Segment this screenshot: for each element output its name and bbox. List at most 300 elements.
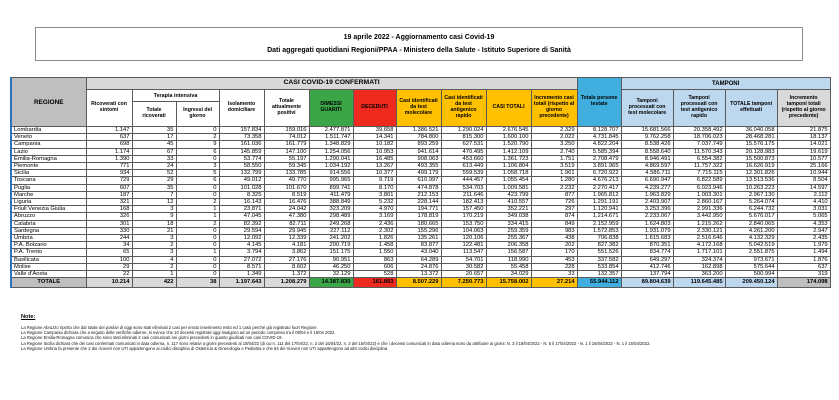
region-name: Lazio <box>11 148 86 155</box>
value-cell: 1.214.671 <box>577 213 621 220</box>
value-cell: 771 <box>86 163 132 170</box>
value-cell: 834.774 <box>621 249 673 256</box>
value-cell: 6 <box>176 148 219 155</box>
value-cell: 211.646 <box>441 191 486 198</box>
table-row <box>11 155 830 162</box>
value-cell: 4.869.597 <box>621 163 673 170</box>
table-row <box>11 227 830 234</box>
value-cell: 319 <box>777 271 830 278</box>
value-cell: 4.145 <box>219 242 264 249</box>
value-cell: 637 <box>777 263 830 270</box>
value-cell: 82.392 <box>219 220 264 227</box>
value-cell: 151.175 <box>309 249 353 256</box>
header-tamponi-molecolare: Tamponi processati con test molecolare <box>621 90 673 127</box>
value-cell: 1.511.747 <box>309 134 353 141</box>
value-cell: 104.063 <box>441 227 486 234</box>
value-cell: 14.597 <box>777 184 830 191</box>
value-cell: 161.779 <box>264 141 309 148</box>
header-isolamento: Isolamento domiciliare <box>219 90 264 127</box>
value-cell: 58.550 <box>219 163 264 170</box>
value-cell: 38 <box>176 278 219 288</box>
value-cell: 90.951 <box>309 256 353 263</box>
value-cell: 474.878 <box>396 184 441 191</box>
value-cell: 113.547 <box>441 249 486 256</box>
value-cell: 4.172.168 <box>673 242 725 249</box>
table-row <box>11 213 830 220</box>
value-cell: 606 <box>353 263 396 270</box>
header-casi-totali: CASI TOTALI <box>486 90 531 127</box>
value-cell: 6 <box>176 177 219 184</box>
value-cell: 33 <box>531 271 577 278</box>
value-cell: 65 <box>86 249 132 256</box>
value-cell: 2.991.336 <box>673 206 725 213</box>
value-cell: 941.614 <box>396 148 441 155</box>
value-cell: 5.264.074 <box>725 199 777 206</box>
table-row <box>11 242 830 249</box>
value-cell: 14.387.830 <box>309 278 353 288</box>
value-cell: 8.946.491 <box>621 155 673 162</box>
region-name: Emilia-Romagna <box>11 155 86 162</box>
value-cell: 1.412.109 <box>486 148 531 155</box>
value-cell: 2 <box>176 199 219 206</box>
value-cell: 1.600.100 <box>486 134 531 141</box>
value-cell: 4.239.277 <box>621 184 673 191</box>
value-cell: 53.774 <box>219 155 264 162</box>
value-cell: 20.358.492 <box>673 127 725 134</box>
value-cell: 24.876 <box>396 263 441 270</box>
value-cell: 8.504 <box>777 177 830 184</box>
value-cell: 1 <box>176 206 219 213</box>
value-cell: 0 <box>176 242 219 249</box>
value-cell: 1.034.192 <box>309 163 353 170</box>
value-cell: 1.550 <box>353 249 396 256</box>
report-title: 19 aprile 2022 - Aggiornamento casi Covid-19 <box>343 34 495 41</box>
value-cell: 100 <box>86 256 132 263</box>
value-cell: 27.214 <box>531 278 577 288</box>
note-line-abruzzo: La Regione Abruzzo riporta che dal totale dei positivi di oggi sono stati eliminati 2 casi per errato inserimento esito ed 1 caso perché già registrato fuori Regione. <box>21 325 318 330</box>
value-cell: 973.671 <box>725 256 777 263</box>
value-cell: 180.665 <box>396 220 441 227</box>
value-cell: 3.801 <box>353 191 396 198</box>
value-cell: 1.876 <box>777 256 830 263</box>
value-cell: 3.031 <box>777 206 830 213</box>
header-regione: REGIONE <box>11 78 86 127</box>
value-cell: 49.770 <box>264 177 309 184</box>
value-cell: 559.539 <box>441 170 486 177</box>
region-name: Molise <box>11 263 86 270</box>
value-cell: 863 <box>353 256 396 263</box>
value-cell: 27.072 <box>219 256 264 263</box>
value-cell: 298.489 <box>309 213 353 220</box>
value-cell: 74.012 <box>264 134 309 141</box>
table-row <box>11 206 830 213</box>
value-cell: 22 <box>86 271 132 278</box>
value-cell: 1.963.829 <box>621 191 673 198</box>
region-name: Liguria <box>11 199 86 206</box>
region-name: Campania <box>11 141 86 148</box>
value-cell: 412.746 <box>621 263 673 270</box>
header-dimessi-guariti: DIMESSI GUARITI <box>309 90 353 127</box>
table-row <box>11 177 830 184</box>
value-cell: 35 <box>132 184 176 191</box>
value-cell: 1.458 <box>353 242 396 249</box>
value-cell: 500.994 <box>725 271 777 278</box>
value-cell: 1.624.803 <box>621 220 673 227</box>
note-line-emilia-romagna: La Regione Emilia-Romagna comunica che sono stati eliminati 2 casi comunicati nei giorni precedenti in quanto giudicati non casi COVID-19. <box>21 335 283 341</box>
header-casi-molecolare: Casi identificati da test molecolare <box>396 90 441 127</box>
value-cell: 2.676.545 <box>486 127 531 134</box>
region-name: Basilicata <box>11 256 86 263</box>
value-cell: 16.143 <box>219 199 264 206</box>
value-cell: 24 <box>132 163 176 170</box>
value-cell: 1.931.079 <box>621 227 673 234</box>
value-cell: 7.250.773 <box>441 278 486 288</box>
value-cell: 7.037.749 <box>673 141 725 148</box>
value-cell: 575.644 <box>725 263 777 270</box>
value-cell: 19.619 <box>777 148 830 155</box>
value-cell: 47.380 <box>264 213 309 220</box>
value-cell: 1.615.683 <box>621 235 673 242</box>
value-cell: 12 <box>132 199 176 206</box>
value-cell: 55.944.112 <box>577 278 621 288</box>
value-cell: 3 <box>132 206 176 213</box>
value-cell: 137.794 <box>621 271 673 278</box>
value-cell: 206.358 <box>486 242 531 249</box>
value-cell: 2.551.875 <box>725 249 777 256</box>
value-cell: 228.144 <box>396 199 441 206</box>
value-cell: 1.961 <box>531 170 577 177</box>
value-cell: 893.259 <box>396 141 441 148</box>
value-cell: 5 <box>176 170 219 177</box>
value-cell: 297 <box>531 206 577 213</box>
value-cell: 16.476 <box>264 199 309 206</box>
value-cell: 423.799 <box>486 191 531 198</box>
value-cell: 493.355 <box>396 163 441 170</box>
value-cell: 874 <box>531 213 577 220</box>
value-cell: 170 <box>531 249 577 256</box>
value-cell: 8.170 <box>353 184 396 191</box>
value-cell: 1 <box>176 213 219 220</box>
table-row <box>11 141 830 148</box>
value-cell: 10.577 <box>777 155 830 162</box>
value-cell: 10.214 <box>86 278 132 288</box>
value-cell: 2.840.065 <box>725 220 777 227</box>
total-row <box>11 278 830 288</box>
value-cell: 9 <box>176 141 219 148</box>
value-cell: 12.092 <box>219 235 264 242</box>
value-cell: 0 <box>176 235 219 242</box>
value-cell: 82.711 <box>264 220 309 227</box>
value-cell: 157.834 <box>219 127 264 134</box>
value-cell: 161.893 <box>353 278 396 288</box>
value-cell: 33 <box>132 155 176 162</box>
value-cell: 6.244.732 <box>725 206 777 213</box>
value-cell: 1.106.804 <box>486 163 531 170</box>
value-cell: 4.181 <box>264 242 309 249</box>
value-cell: 4.353 <box>777 220 830 227</box>
table-row <box>11 235 830 242</box>
value-cell: 27.176 <box>264 256 309 263</box>
value-cell: 20.657 <box>441 271 486 278</box>
value-cell: 1.520.790 <box>486 141 531 148</box>
value-cell: 438 <box>531 235 577 242</box>
value-cell: 21.875 <box>777 127 830 134</box>
value-cell: 934 <box>86 170 132 177</box>
value-cell: 2 <box>132 263 176 270</box>
header-persone-testate: Totale persone testate <box>577 78 621 127</box>
value-cell: 301 <box>86 220 132 227</box>
value-cell: 8.507.229 <box>396 278 441 288</box>
value-cell: 145.859 <box>219 148 264 155</box>
value-cell: 2.860.167 <box>673 199 725 206</box>
value-cell: 1.215.262 <box>673 220 725 227</box>
value-cell: 157.450 <box>441 206 486 213</box>
value-cell: 15.576.175 <box>725 141 777 148</box>
region-name: Piemonte <box>11 163 86 170</box>
header-positivi: Totale attualmente positivi <box>264 90 309 127</box>
value-cell: 12.301.826 <box>725 170 777 177</box>
value-cell: 1.372 <box>264 271 309 278</box>
value-cell: 28.468.281 <box>725 134 777 141</box>
region-name: Toscana <box>11 177 86 184</box>
value-cell: 1.009.581 <box>486 184 531 191</box>
notes-label: Note: <box>21 314 36 320</box>
value-cell: 729 <box>86 177 132 184</box>
value-cell: 1.386.521 <box>396 127 441 134</box>
value-cell: 877 <box>531 191 577 198</box>
value-cell: 995.965 <box>309 177 353 184</box>
table-row <box>11 184 830 191</box>
value-cell: 132.799 <box>219 170 264 177</box>
value-cell: 29 <box>86 263 132 270</box>
value-cell: 2.947 <box>777 227 830 234</box>
value-cell: 6.822.589 <box>673 177 725 184</box>
value-cell: 4 <box>132 256 176 263</box>
value-cell: 6.720.922 <box>577 170 621 177</box>
value-cell: 178.819 <box>396 213 441 220</box>
table-row <box>11 220 830 227</box>
value-cell: 2.270.417 <box>577 184 621 191</box>
value-cell: 10.377 <box>353 170 396 177</box>
value-cell: 8.519 <box>264 191 309 198</box>
value-cell: 49.012 <box>219 177 264 184</box>
band-tamponi: TAMPONI <box>621 78 830 90</box>
value-cell: 212.153 <box>396 191 441 198</box>
value-cell: 815.300 <box>441 134 486 141</box>
value-cell: 726 <box>531 199 577 206</box>
value-cell: 18.137 <box>777 134 830 141</box>
value-cell: 4.676.213 <box>577 177 621 184</box>
value-cell: 8.602 <box>264 263 309 270</box>
value-cell: 24.042 <box>264 206 309 213</box>
value-cell: 55.197 <box>264 155 309 162</box>
value-cell: 9.719 <box>353 177 396 184</box>
header-tamponi-totale: TOTALE tamponi effettuati <box>725 90 777 127</box>
value-cell: 2.330.121 <box>673 227 725 234</box>
value-cell: 10.944 <box>777 170 830 177</box>
value-cell: 2.152.959 <box>577 220 621 227</box>
value-cell: 1.717.101 <box>673 249 725 256</box>
value-cell: 706.838 <box>577 235 621 242</box>
value-cell: 914.556 <box>309 170 353 177</box>
value-cell: 637 <box>86 134 132 141</box>
value-cell: 870.351 <box>621 242 673 249</box>
value-cell: 73.358 <box>219 134 264 141</box>
value-cell: 1.979 <box>777 242 830 249</box>
value-cell: 908.063 <box>396 155 441 162</box>
value-cell: 1.349 <box>219 271 264 278</box>
value-cell: 10.263.223 <box>725 184 777 191</box>
band-casi-confermati: CASI COVID-19 CONFERMATI <box>86 78 577 90</box>
value-cell: 162.898 <box>673 263 725 270</box>
value-cell: 2.302 <box>353 227 396 234</box>
value-cell: 45 <box>132 141 176 148</box>
value-cell: 1.120.941 <box>577 206 621 213</box>
value-cell: 4.410 <box>777 199 830 206</box>
table-row <box>11 263 830 270</box>
table-row <box>11 199 830 206</box>
value-cell: 1 <box>176 249 219 256</box>
value-cell: 3.891.965 <box>577 163 621 170</box>
table-body <box>11 127 830 288</box>
value-cell: 10.182 <box>353 141 396 148</box>
value-cell: 4.822.204 <box>577 141 621 148</box>
value-cell: 2.436 <box>353 220 396 227</box>
value-cell: 2 <box>176 134 219 141</box>
value-cell: 17 <box>132 134 176 141</box>
value-cell: 7 <box>132 191 176 198</box>
value-cell: 30.582 <box>441 263 486 270</box>
value-cell: 363.200 <box>673 271 725 278</box>
value-cell: 3 <box>132 235 176 242</box>
value-cell: 1.058.718 <box>486 170 531 177</box>
table-row <box>11 148 830 155</box>
region-name: TOTALE <box>11 278 86 288</box>
value-cell: 2.516.646 <box>673 235 725 242</box>
value-cell: 3.253.396 <box>621 206 673 213</box>
value-cell: 59.345 <box>264 163 309 170</box>
value-cell: 255.367 <box>486 235 531 242</box>
value-cell: 55.458 <box>486 263 531 270</box>
value-cell: 11.570.343 <box>673 148 725 155</box>
value-cell: 3.169 <box>353 213 396 220</box>
value-cell: 6.023.946 <box>673 184 725 191</box>
value-cell: 0 <box>176 191 219 198</box>
value-cell: 8.558.640 <box>621 148 673 155</box>
value-cell: 323.209 <box>309 206 353 213</box>
value-cell: 453 <box>531 256 577 263</box>
value-cell: 2 <box>176 220 219 227</box>
value-cell: 20.128.983 <box>725 148 777 155</box>
value-cell: 5.042.519 <box>725 242 777 249</box>
value-cell: 551.526 <box>577 249 621 256</box>
value-cell: 321 <box>86 199 132 206</box>
value-cell: 46.250 <box>309 263 353 270</box>
note-line-campania: La Regione Campania dichiara che a seguito delle verifiche odierne, si evince che 10 decessi registrati oggi risalgono ad un periodo compreso tra il 09/04 e il 16/04 2022. <box>21 330 336 336</box>
region-name: P.A. Bolzano <box>11 242 86 249</box>
value-cell: 182.413 <box>441 199 486 206</box>
region-name: Umbria <box>11 235 86 242</box>
value-cell: 849 <box>531 220 577 227</box>
value-cell: 1.280 <box>531 177 577 184</box>
value-cell: 470.495 <box>441 148 486 155</box>
table-row <box>11 163 830 170</box>
value-cell: 1.174 <box>86 148 132 155</box>
region-name: Veneto <box>11 134 86 141</box>
note-line-umbria: La Regione Umbria fa presente che 2 dei ricoveri non UTI appartengono ai codici disciplina di Ostetricia & Ginecologia e Pediatria e che 64 dei ricoveri non UTI appartengono ad altri codici disciplina. <box>21 345 389 351</box>
region-name: Puglia <box>11 184 86 191</box>
value-cell: 241.202 <box>309 235 353 242</box>
report-subtitle: Dati aggregati quotidiani Regioni/PPAA - Ministero della Salute - Istituto Superiore di Sanità <box>267 47 571 54</box>
value-cell: 349.038 <box>486 213 531 220</box>
header-incremento-casi: Incremento casi totali (rispetto al giorno precedente) <box>531 90 577 127</box>
value-cell: 18 <box>132 220 176 227</box>
value-cell: 2.708.479 <box>577 155 621 162</box>
value-cell: 607 <box>86 184 132 191</box>
value-cell: 3.862 <box>264 249 309 256</box>
value-cell: 34 <box>86 242 132 249</box>
value-cell: 411.479 <box>309 191 353 198</box>
value-cell: 6.554.382 <box>673 155 725 162</box>
value-cell: 194.771 <box>396 206 441 213</box>
region-name: Lombardia <box>11 127 86 134</box>
value-cell: 161.036 <box>219 141 264 148</box>
value-cell: 5.676.017 <box>725 213 777 220</box>
value-cell: 168 <box>86 206 132 213</box>
table-row <box>11 134 830 141</box>
value-cell: 6.690.947 <box>621 177 673 184</box>
value-cell: 8.128.707 <box>577 127 621 134</box>
header-deceduti: DECEDUTI <box>353 90 396 127</box>
value-cell: 1.390 <box>86 155 132 162</box>
value-cell: 54.701 <box>441 256 486 263</box>
table-row <box>11 249 830 256</box>
value-cell: 3 <box>176 163 219 170</box>
value-cell: 3.250 <box>531 141 577 148</box>
value-cell: 827.382 <box>577 242 621 249</box>
note-line-sicilia: La Regione Sicilia dichiara che dei casi confermati comunicati in data odierna, n. 117 sono relativi a giorni precedenti al 18/04/22 (di cui n. 111 del 17/04/22, n. 2 del 16/04/22, n. 2 del 15/04/22) e che i decessi comunicati in data odierna sono da attribuire ai giorni: N. 3 il 18/04/2022 - N. 5 il 17/04/2022 - N. 1 il 16/04/2022 - N. 1 il 15/04/2022. <box>21 340 651 346</box>
value-cell: 12.339 <box>264 235 309 242</box>
table-row <box>11 170 830 177</box>
value-cell: 83.877 <box>396 242 441 249</box>
value-cell: 499.179 <box>396 170 441 177</box>
value-cell: 7.715.115 <box>673 170 725 177</box>
value-cell: 13.513.536 <box>725 177 777 184</box>
value-cell: 15.681.566 <box>621 127 673 134</box>
value-cell: 2.477.871 <box>309 127 353 134</box>
value-cell: 0 <box>176 155 219 162</box>
region-name: Sicilia <box>11 170 86 177</box>
value-cell: 1.494 <box>777 249 830 256</box>
value-cell: 1.348.829 <box>309 141 353 148</box>
value-cell: 15.500.873 <box>725 155 777 162</box>
region-name: Marche <box>11 191 86 198</box>
value-cell: 3 <box>132 249 176 256</box>
value-cell: 0 <box>176 271 219 278</box>
header-tamponi-antigenico: Tamponi processati con test antigenico rapido <box>673 90 725 127</box>
region-name: Valle d'Aosta <box>11 271 86 278</box>
value-cell: 2.967.130 <box>725 191 777 198</box>
value-cell: 444.457 <box>441 177 486 184</box>
value-cell: 15.758.002 <box>486 278 531 288</box>
value-cell: 120.106 <box>441 235 486 242</box>
value-cell: 528 <box>353 271 396 278</box>
value-cell: 4.132.329 <box>725 235 777 242</box>
value-cell: 227.112 <box>309 227 353 234</box>
title-box <box>35 27 803 61</box>
value-cell: 2.233.067 <box>621 213 673 220</box>
value-cell: 29 <box>132 177 176 184</box>
